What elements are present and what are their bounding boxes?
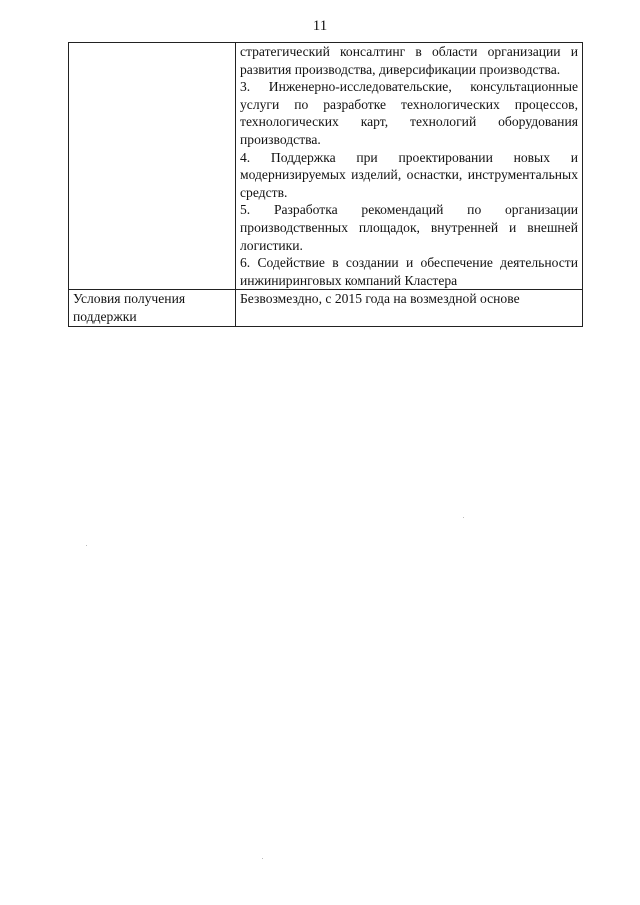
scan-speck (262, 858, 263, 859)
service-item-logistics: 5. Разработка рекомендаций по организации производственных площадок, внутренней и внешней логистики. (240, 202, 578, 253)
scan-speck (86, 545, 87, 546)
services-content-cell (236, 43, 583, 290)
service-item-engineering-companies: 6. Содействие в создании и обеспечение деятельности инжиниринговых компаний Кластера (240, 255, 578, 288)
services-label-cell (69, 43, 236, 290)
conditions-value: Безвозмездно, с 2015 года на возмездной основе (236, 290, 583, 326)
table-row-conditions (69, 290, 583, 326)
service-item-engineering: 3. Инженерно-исследовательские, консультационные услуги по разработке технологических процессов, технологических карт, технологий оборудования производства. (240, 79, 578, 147)
page-number: 11 (312, 18, 328, 34)
service-item-design-support: 4. Поддержка при проектировании новых и модернизируемых изделий, оснастки, инструментальных средств. (240, 149, 578, 200)
table-row-services (69, 43, 583, 290)
conditions-label: Условия получения поддержки (69, 290, 236, 326)
scan-speck (463, 517, 464, 518)
service-item-consulting: стратегический консалтинг в области организации и развития производства, диверсификации производства. (240, 44, 578, 77)
support-table (68, 42, 583, 327)
